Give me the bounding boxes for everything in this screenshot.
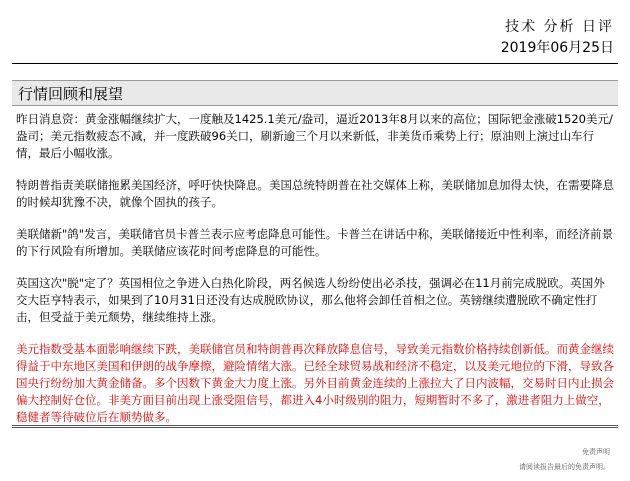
paragraph-outlook-highlight: 美元指数受基本面影响继续下跌，美联储官员和特朗普再次释放降息信号，导致美元指数价格持续创新低。而黄金继续得益于中东地区美国和伊朗的战争摩擦，避险情绪大涨。已经全球贸易战和经济不稳定，以及美元地位的下滑，导致各国央行纷纷加大黄金储备。多个因数下黄金大力度上涨。另外目前黄金连续的上涨拉大了日内波幅，交易时日内止损会偏大控制好仓位。非美方面目前出现上涨受阻信号，都进入4小时级别的阻力，短期暂时不多了，激进者阻力上做空，稳健者等待破位后在顺势做多。 — [16, 342, 614, 424]
report-date: 2019年06月25日 — [500, 40, 614, 56]
section-title: 行情回顾和展望 — [18, 85, 124, 103]
disclaimer-title: 免责声明 — [582, 448, 610, 456]
report-header-title: 技术 分析 日评 — [505, 19, 614, 35]
paragraph-brexit: 英国这次"脱"定了？英国相位之争进入白热化阶段，两名候选人纷纷使出必杀技，强调必在11月前完成脱欧。英国外交大臣亨特表示，如果到了10月31日还没有达成脱欧协议，那么他将会卸任首相之位。英镑继续遭脱欧不确定性打击，但受益于美元颓势，继续维持上涨。 — [16, 276, 605, 324]
paragraph-market-review: 昨日消息资：黄金涨幅继续扩大，一度触及1425.1美元/盎司，逼近2013年8月以来的高位；国际钯金涨破1520美元/盎司；美元指数疲态不减，并一度跌破96关口，刷新逾三个月以来新低，非美货币乘势上行；原油则上演过山车行情，最后小幅收涨。 — [16, 112, 613, 160]
section-header-bar — [12, 80, 618, 106]
header-divider — [12, 63, 618, 64]
paragraph-trump-fed: 特朗普指责美联储拖累美国经济，呼吁快快降息。美国总统特朗普在社交媒体上称，美联储加息加得太快，在需要降息的时候却犹豫不决，就像个固执的孩子。 — [16, 178, 614, 209]
paragraph-fed-kaplan: 美联储新"鸽"发言，美联储官员卡普兰表示应考虑降息可能性。卡普兰在讲话中称，美联储接近中性利率，而经济前景的下行风险有所增加。美联储应该花时间考虑降息的可能性。 — [16, 227, 614, 258]
footer-divider — [12, 425, 618, 428]
report-body — [16, 111, 614, 441]
disclaimer-text: 请阅读报告最后的免责声明。 — [519, 463, 610, 471]
